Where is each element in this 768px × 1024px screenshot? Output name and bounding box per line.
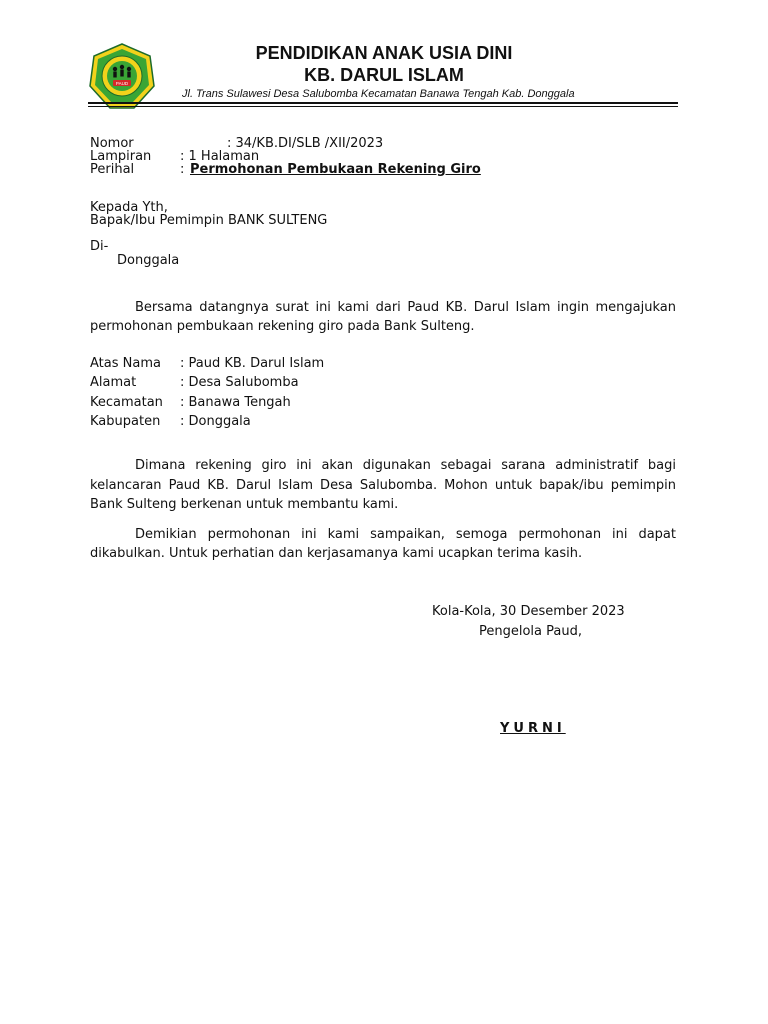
nomor-value: : 34/KB.DI/SLB /XII/2023 — [227, 136, 384, 151]
signature-place-date: Kola-Kola, 30 Desember 2023 — [432, 604, 625, 619]
signature-role: Pengelola Paud, — [479, 624, 582, 639]
letterhead-subtitle: KB. DARUL ISLAM — [304, 65, 464, 85]
detail-label: Atas Nama — [90, 356, 161, 371]
detail-label: Kabupaten — [90, 414, 161, 429]
detail-value: : Paud KB. Darul Islam — [180, 356, 325, 371]
school-logo — [88, 42, 156, 110]
recipient-name: Bapak/Ibu Pemimpin BANK SULTENG — [90, 213, 328, 228]
detail-label: Alamat — [90, 375, 137, 390]
body-paragraph-1: Bersama datangnya surat ini kami dari Paud KB. Darul Islam ingin mengajukan permohonan pembukaan rekening giro pada Bank Sulteng. — [90, 300, 676, 334]
detail-value: : Banawa Tengah — [180, 395, 291, 410]
detail-value: : Donggala — [180, 414, 251, 429]
letterhead-divider — [88, 102, 678, 104]
body-paragraph-2: Dimana rekening giro ini akan digunakan sebagai sarana administratif bagi kelancaran Paud KB. Darul Islam Desa Salubomba. Mohon untuk bapak/ibu pemimpin Bank Sulteng berkenan untuk membantu kami. — [90, 458, 676, 512]
letterhead-title: PENDIDIKAN ANAK USIA DINI — [255, 43, 513, 63]
detail-label: Kecamatan — [90, 395, 163, 410]
body-paragraph-3: Demikian permohonan ini kami sampaikan, semoga permohonan ini dapat dikabulkan. Untuk perhatian dan kerjasamanya kami ucapkan terima kasih. — [90, 527, 676, 561]
letterhead-address: Jl. Trans Sulawesi Desa Salubomba Kecamatan Banawa Tengah Kab. Donggala — [182, 88, 575, 100]
letterhead — [176, 42, 592, 100]
recipient-di: Di- — [90, 239, 109, 254]
perihal-colon: : — [180, 162, 185, 177]
signature-name: YURNI — [500, 721, 566, 736]
lampiran-label: Lampiran — [90, 149, 152, 164]
recipient-city: Donggala — [117, 253, 180, 268]
detail-value: : Desa Salubomba — [180, 375, 299, 390]
nomor-label: Nomor — [90, 136, 134, 151]
perihal-value: Permohonan Pembukaan Rekening Giro — [190, 162, 481, 177]
letterhead-divider-thin — [88, 106, 678, 107]
recipient-salutation: Kepada Yth, — [90, 200, 168, 215]
logo-badge: PAUD — [115, 80, 129, 86]
perihal-label: Perihal — [90, 162, 135, 177]
lampiran-value: : 1 Halaman — [180, 149, 260, 164]
